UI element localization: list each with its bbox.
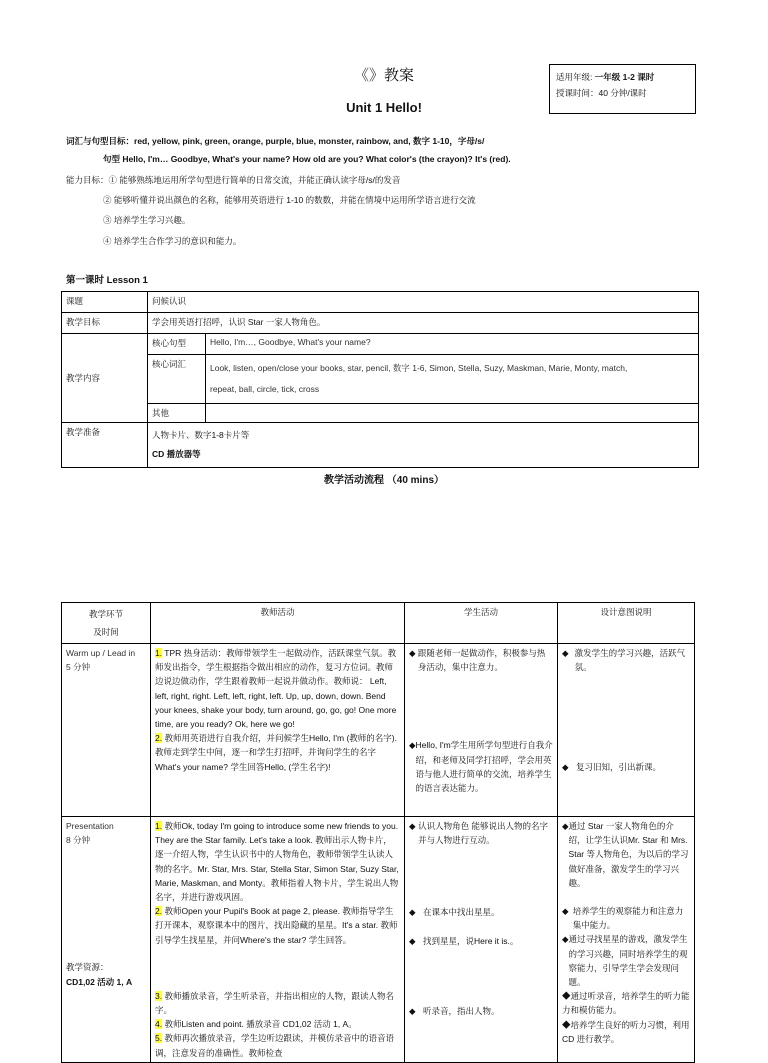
prep-value-line2: CD 播放器等 <box>152 449 201 459</box>
diamond-bullet-icon: ◆ <box>562 821 569 831</box>
ability-2: ② 能够听懂并说出颜色的名称，能够用英语进行 1-10 的数数，并能在情境中运用所学语言进行交流 <box>103 195 476 205</box>
student-activity: 听录音，指出人物。 <box>423 1005 500 1016</box>
warmup-teacher <box>151 644 405 817</box>
warmup-design-1 <box>562 646 690 674</box>
diamond-bullet-icon: ◆ <box>562 934 569 945</box>
goal-value: 学会用英语打招呼，认识 Star 一家人物角色。 <box>148 313 699 334</box>
ability-3: ③ 培养学生学习兴趣。 <box>103 215 191 225</box>
warmup-student-1 <box>409 646 553 674</box>
diamond-bullet-icon: ◆ <box>562 906 569 917</box>
presentation-student-1 <box>409 819 553 847</box>
sentence-objective <box>103 153 511 165</box>
step-number: 2. <box>155 906 163 917</box>
diamond-bullet-icon: ◆ <box>562 762 569 773</box>
step-number: 5. <box>155 1033 163 1044</box>
presentation-design-1 <box>562 819 690 890</box>
prep-label: 教学准备 <box>62 423 148 468</box>
student-activity: 找到星星，说Here it is.。 <box>423 935 519 946</box>
diamond-bullet-icon: ◆ <box>409 740 416 751</box>
presentation-design-5: ◆培养学生良好的听力习惯，利用 CD 进行教学。 <box>562 1019 690 1044</box>
vocab-objective-text: red, yellow, pink, green, orange, purple, blue, monster, rainbow, and, 数字 1-10，字母/s/ <box>134 136 485 146</box>
presentation-step-2 <box>155 904 400 947</box>
table-row <box>62 313 699 334</box>
page-title: 《》教案 <box>353 67 414 84</box>
goal-label: 教学目标 <box>62 313 148 334</box>
header-stage-line2: 及时间 <box>93 627 119 637</box>
design-note: 培养学生的观察能力和注意力集中能力。 <box>572 906 684 931</box>
step-text: TPR 热身活动：教师带领学生一起做动作，活跃课堂气氛。教师发出指令，学生根据指令做出相应的动作，复习方位词。教师边说边做动作，学生跟着教师一起说并做动作。教师说： <box>155 648 397 687</box>
step-text: 教师Open your Pupil's Book at page 2, please. 教师指导学生打开课本，观察课本中的图片，找出隐藏的星星。It's a star. 教师引导学生找星星，并问Where's the star? 学生回答。 <box>155 906 398 945</box>
sentence-objective-text: Hello, I'm… Goodbye, What's your name? How old are you? What color's (the crayon)? It's (red). <box>122 154 511 164</box>
unit-title: Unit 1 Hello! <box>346 100 422 115</box>
sentence-objective-label: 句型 <box>103 154 121 164</box>
student-activity: 跟随老师一起做动作，积极参与热身活动，集中注意力。 <box>417 648 546 673</box>
presentation-step-4 <box>155 1017 400 1031</box>
student-activity: Hello, I'm学生用所学句型进行自我介绍，和老师及同学打招呼，学会用英语与他人进行简单的交流，培养学生的语言表达能力。 <box>415 740 553 794</box>
header-student: 学生活动 <box>405 603 558 644</box>
ability-label: 能力目标： <box>66 175 109 185</box>
presentation-design-4: ◆通过听录音，培养学生的听力能力和模仿能力。 <box>562 991 690 1016</box>
step-text: 教师Ok, today I'm going to introduce some new friends to you. They are the Star family. Let's take a look. 教师出示人物卡片，逐一介绍人物，学生认识书中的人物角色，教师带领学生认读人物的名字。Mr. Star, Mrs. Star, Stella Star, Simon Star, Suzy Star, Marie, Maskman, and Monty。教师指着人物卡片，学生说出人物名字，并进行游戏巩固。 <box>155 821 399 903</box>
diamond-bullet-icon: ◆ <box>409 648 416 658</box>
student-activity: 在课本中找出星星。 <box>423 907 500 918</box>
vocab-label: 核心词汇 <box>148 355 206 404</box>
vocab-value <box>206 355 699 404</box>
presentation-step-1 <box>155 819 400 904</box>
table-row <box>62 334 699 355</box>
diamond-bullet-icon: ◆ <box>409 1005 416 1016</box>
grade-info <box>556 69 689 85</box>
content-label: 教学内容 <box>62 334 148 423</box>
table-row <box>62 404 699 423</box>
table-row <box>62 603 695 644</box>
time-info: 授课时间：40 分钟/课时 <box>556 88 647 98</box>
student-activity: 认识人物角色 能够说出人物的名字并与人物进行互动。 <box>418 821 549 846</box>
presentation-student-2 <box>409 905 553 919</box>
resource-label: 教学资源： <box>66 962 109 973</box>
warmup-design <box>558 644 695 817</box>
warmup-step-2 <box>155 731 400 774</box>
table-row <box>62 355 699 404</box>
step-chant: Left, left, right, right. Left, left, right, left. Up, up, down, down. Bend your knees, shake your body, turn around, go, go, go! One more time, are you ready? Ok, here we go! <box>155 676 397 730</box>
warmup-stage <box>62 644 151 817</box>
presentation-design-3 <box>562 932 690 989</box>
step-text: 教师播放录音，学生听录音，并指出相应的人物，跟读人物名字。 <box>155 990 394 1016</box>
sentence-label: 核心句型 <box>148 334 206 355</box>
presentation-stage-name: Presentation <box>66 821 114 831</box>
table-row <box>62 423 699 468</box>
ability-objective <box>66 174 400 186</box>
header-stage <box>62 603 151 644</box>
presentation-design-2 <box>562 904 690 932</box>
step-number: 2. <box>155 733 163 744</box>
topic-value: 问候认识 <box>148 292 699 313</box>
resource-value: CD1,02 活动 1, A <box>66 976 133 987</box>
presentation-time: 8 分钟 <box>66 835 91 846</box>
grade-value: 一年级 1-2 课时 <box>594 72 655 82</box>
presentation-design <box>558 817 695 1063</box>
step-number: 1. <box>155 648 163 658</box>
presentation-student-3 <box>409 934 553 948</box>
diamond-bullet-icon: ◆ <box>409 907 416 918</box>
table-row <box>62 644 695 817</box>
design-note: 激发学生的学习兴趣，活跃气氛。 <box>574 648 686 673</box>
header-teacher: 教师活动 <box>151 603 405 644</box>
presentation-step-5 <box>155 1031 400 1059</box>
grade-label: 适用年级: <box>556 72 595 82</box>
table-row <box>62 817 695 1063</box>
presentation-student <box>405 817 558 1063</box>
lesson-heading: 第一课时 Lesson 1 <box>66 275 148 286</box>
diamond-bullet-icon: ◆ <box>409 821 416 831</box>
prep-value <box>148 423 699 468</box>
warmup-student <box>405 644 558 817</box>
other-label: 其他 <box>148 404 206 423</box>
header-stage-line1: 教学环节 <box>88 609 123 619</box>
warmup-step-1 <box>155 646 400 731</box>
topic-label: 课题 <box>62 292 148 313</box>
ability-1: ① 能够熟练地运用所学句型进行简单的日常交流，并能正确认读字母/s/的发音 <box>108 175 401 185</box>
vocab-objective-label: 词汇与句型目标： <box>66 136 135 146</box>
warmup-stage-name: Warm up / Lead in <box>66 648 136 658</box>
warmup-student-2 <box>409 738 553 795</box>
presentation-teacher <box>151 817 405 1063</box>
step-number: 1. <box>155 821 163 831</box>
vocab-objective <box>66 135 484 147</box>
process-table <box>61 602 695 1063</box>
step-text: 教师Listen and point. 播放录音 CD1,02 活动 1, A。 <box>162 1019 357 1030</box>
table-row <box>62 292 699 313</box>
warmup-time: 5 分钟 <box>66 662 91 673</box>
diamond-bullet-icon: ◆ <box>562 648 569 658</box>
step-text: 教师用英语进行自我介绍，并问候学生Hello, I'm (教师的名字). 教师走到学生中间，逐一和学生打招呼，并询问学生的名字 What's your name? 学生回答Hello, (学生名字)! <box>155 733 397 772</box>
presentation-student-4 <box>409 1004 553 1018</box>
prep-value-line1: 人物卡片、数字1-8卡片等 <box>152 430 250 440</box>
presentation-stage <box>62 817 151 1063</box>
presentation-step-3 <box>155 989 400 1017</box>
design-note: 通过寻找星星的游戏，激发学生的学习兴趣，同时培养学生的观察能力，引导学生学会发现问题。 <box>568 934 688 988</box>
lesson-table <box>61 291 699 468</box>
design-note: 通过 Star 一家人物角色的介绍，让学生认识Mr. Star 和 Mrs. Star 等人物角色，为以后的学习做好准备，激发学生的学习兴趣。 <box>568 821 689 888</box>
process-heading: 教学活动流程 （40 mins） <box>323 475 445 486</box>
header-design: 设计意图说明 <box>558 603 695 644</box>
sentence-value: Hello, I'm…, Goodbye, What's your name? <box>206 334 699 355</box>
step-number: 4. <box>155 1019 163 1030</box>
warmup-design-2 <box>562 760 690 774</box>
step-text: 教师再次播放录音，学生边听边跟读，并模仿录音中的语音语调，注意发音的准确性。教师检查 <box>155 1033 394 1058</box>
vocab-value-line1: Look, listen, open/close your books, star, pencil, 数字 1-6, Simon, Stella, Suzy, Maskman, Marie, Monty, match, <box>210 363 628 373</box>
step-number: 3. <box>155 990 163 1001</box>
ability-4: ④ 培养学生合作学习的意识和能力。 <box>103 236 242 246</box>
vocab-value-line2: repeat, ball, circle, tick, cross <box>210 384 320 394</box>
other-value <box>206 404 699 423</box>
diamond-bullet-icon: ◆ <box>409 935 416 946</box>
design-note: 复习旧知，引出新课。 <box>576 762 662 773</box>
